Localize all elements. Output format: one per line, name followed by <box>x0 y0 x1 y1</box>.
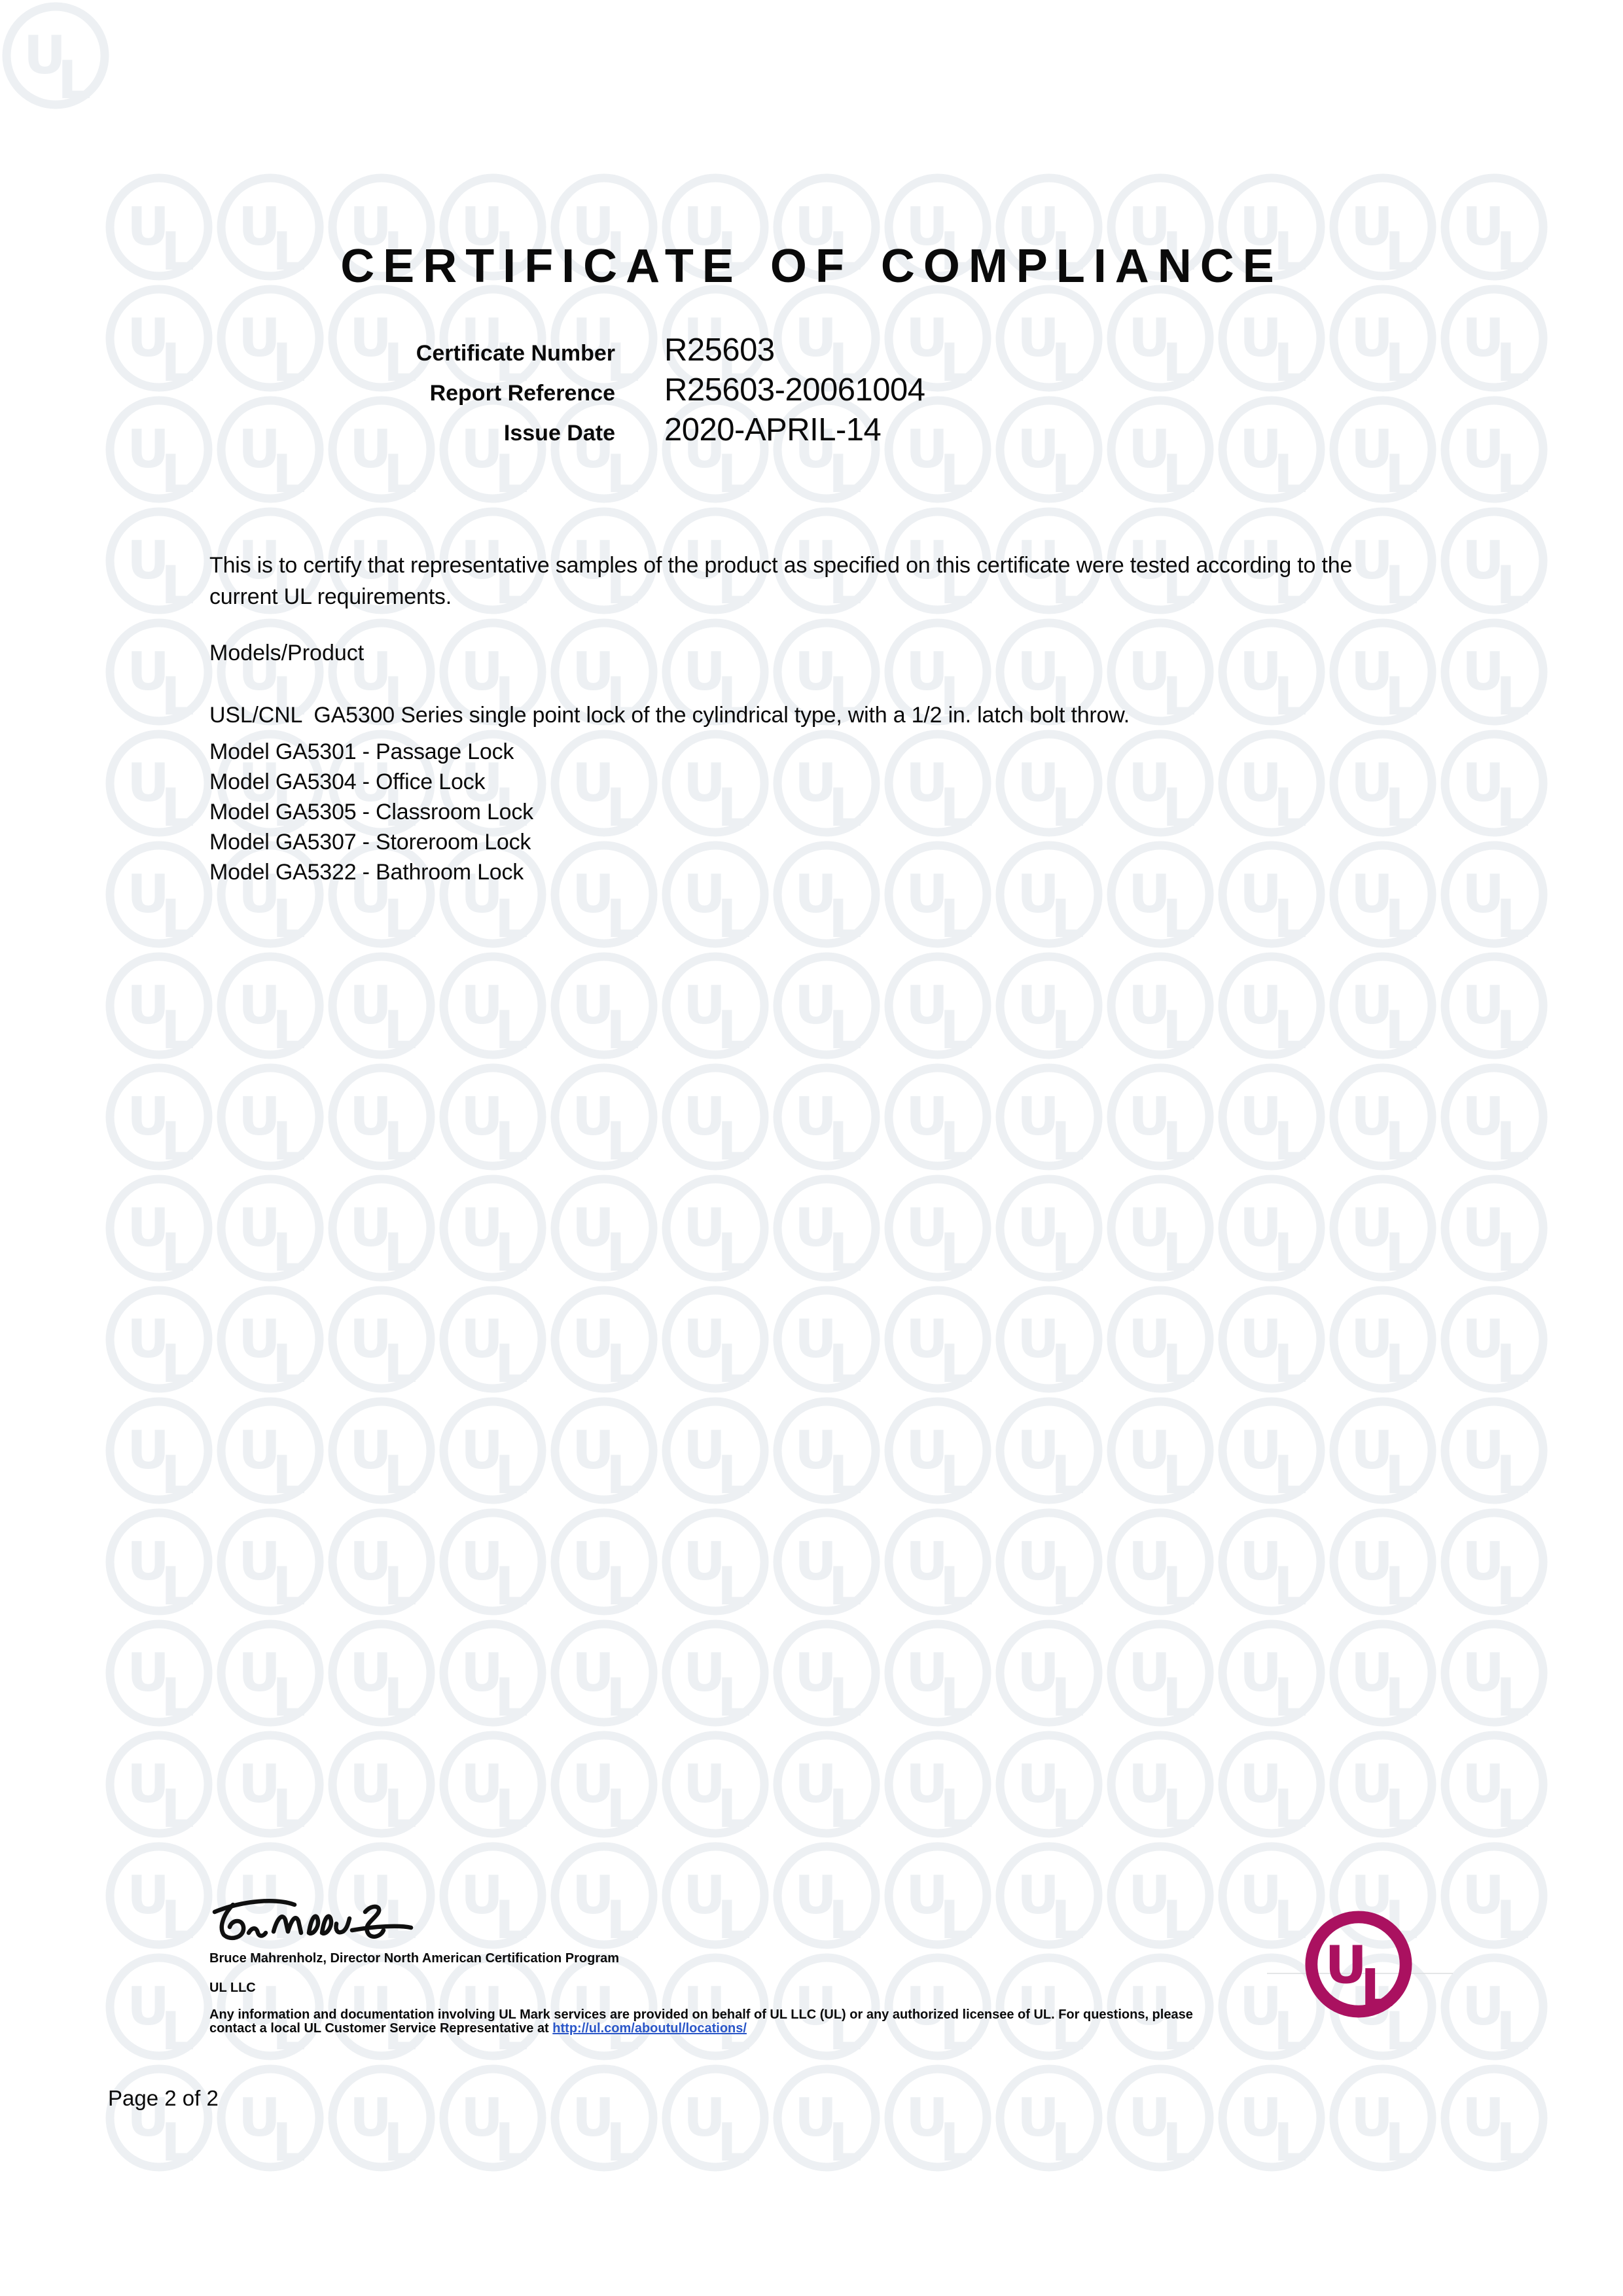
model-line: Model GA5305 - Classroom Lock <box>209 800 533 824</box>
report-reference-label: Report Reference <box>429 381 615 406</box>
certify-statement: This is to certify that representative samples of the product as specified on this certificate were tested according to the current UL requirements. <box>209 553 1353 609</box>
model-line: Model GA5307 - Storeroom Lock <box>209 830 531 855</box>
disclaimer <box>209 2008 1453 2036</box>
model-line: Model GA5322 - Bathroom Lock <box>209 860 524 885</box>
models-product-heading: Models/Product <box>209 641 365 665</box>
report-reference-value: R25603-20061004 <box>664 372 925 408</box>
ul-logo-letter-l: L <box>1360 1958 1394 2019</box>
ul-locations-link[interactable]: http://ul.com/aboutul/locations/ <box>552 2021 747 2036</box>
svg-text:L: L <box>58 50 91 111</box>
page-number: Page 2 of 2 <box>108 2086 219 2110</box>
issue-date-value: 2020-APRIL-14 <box>664 412 882 448</box>
ul-logo <box>1304 1909 1414 2019</box>
certificate-meta <box>209 332 925 451</box>
disclaimer-line-2-text: contact a local UL Customer Service Representative at <box>209 2021 553 2036</box>
page-title: CERTIFICATE OF COMPLIANCE <box>340 240 1283 292</box>
certificate-number-value: R25603 <box>664 332 775 368</box>
model-line: Model GA5304 - Office Lock <box>209 769 486 794</box>
signature <box>211 1896 414 1949</box>
meta-row-certificate-number <box>209 332 925 372</box>
certificate-number-label: Certificate Number <box>416 341 615 366</box>
ul-logo-letter-u: U <box>1325 1935 1367 1996</box>
signatory-name-title: Bruce Mahrenholz, Director North American Certification Program <box>209 1951 620 1966</box>
series-description: USL/CNL GA5300 Series single point lock of the cylindrical type, with a 1/2 in. latch bolt throw. <box>209 703 1130 728</box>
signatory-company: UL LLC <box>209 1981 256 1995</box>
disclaimer-line-1: Any information and documentation involving UL Mark services are provided on behalf of UL LLC (UL) or any authorized licensee of UL. For questions, please <box>209 2007 1193 2022</box>
disclaimer-line-2 <box>209 2022 1453 2036</box>
meta-row-report-reference <box>209 372 925 412</box>
meta-row-issue-date <box>209 412 925 451</box>
issue-date-label: Issue Date <box>503 421 615 446</box>
models-list <box>209 737 533 887</box>
svg-text:U: U <box>24 25 66 86</box>
model-line: Model GA5301 - Passage Lock <box>209 739 514 764</box>
